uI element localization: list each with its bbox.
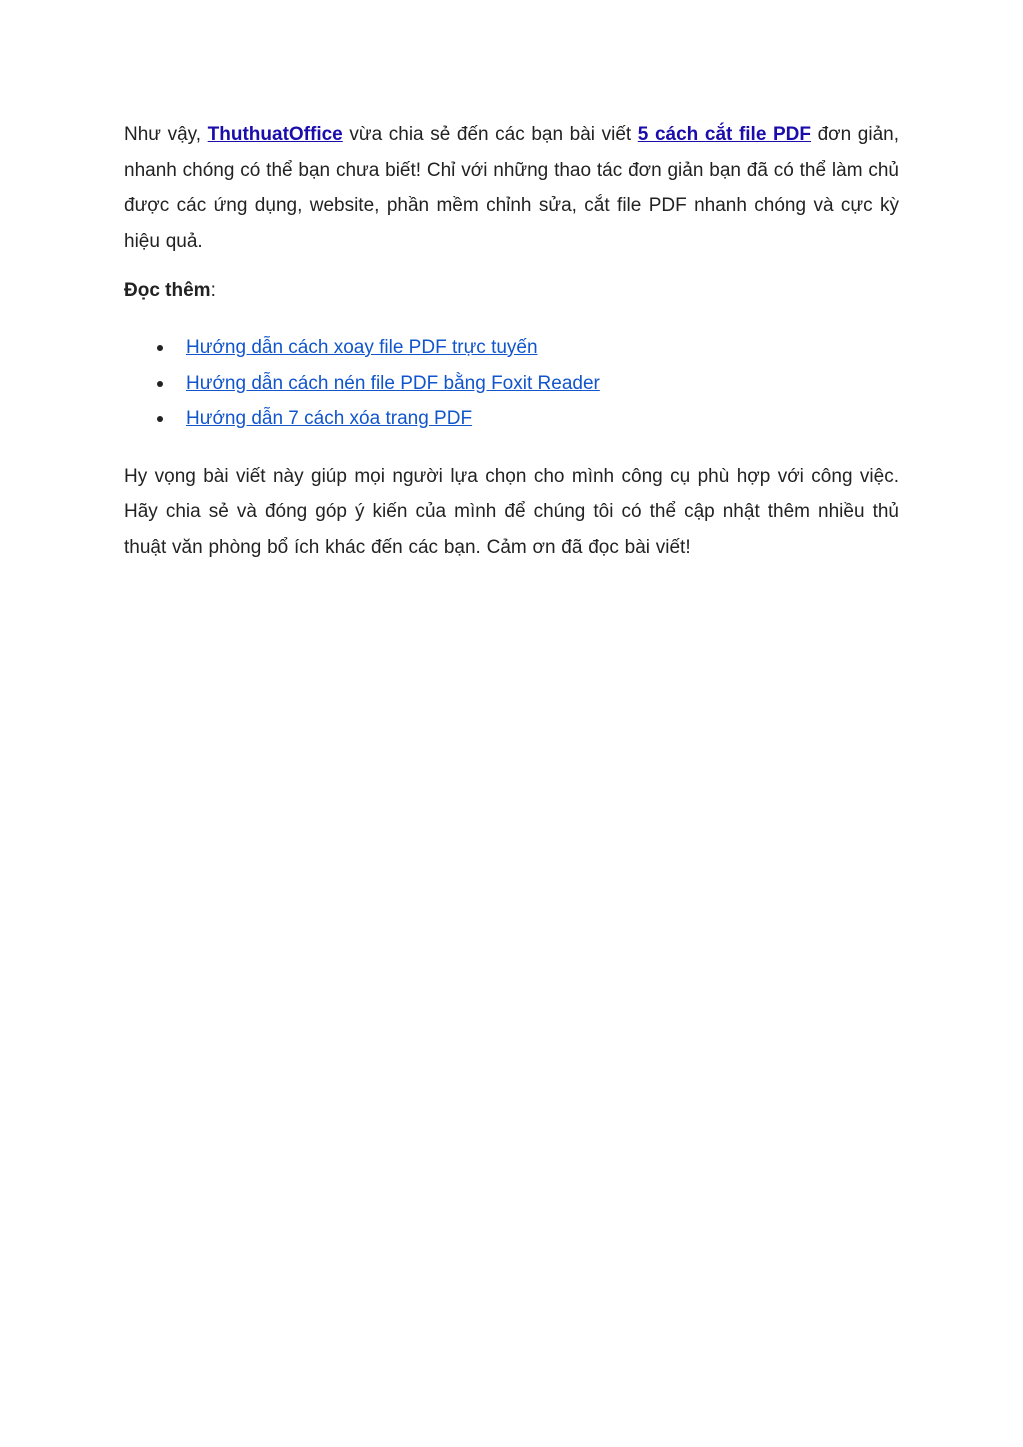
- cut-pdf-article-link[interactable]: 5 cách cắt file PDF: [637, 124, 811, 145]
- document-page: [124, 117, 899, 565]
- read-more-colon: :: [210, 280, 216, 301]
- bullet-icon: [157, 345, 163, 351]
- list-item: [124, 401, 899, 437]
- bullet-icon: [157, 416, 163, 422]
- compress-pdf-foxit-link[interactable]: Hướng dẫn cách nén file PDF bằng Foxit Reader: [186, 372, 600, 394]
- related-links-list: [124, 330, 899, 437]
- intro-paragraph: [124, 117, 899, 259]
- list-item: [124, 366, 899, 402]
- bullet-icon: [157, 381, 163, 387]
- intro-text-end: đơn giản, nhanh chóng có thể bạn chưa biết! Chỉ với những thao tác đơn giản bạn đã có thể làm chủ được các ứng dụng, website, phần mềm chỉnh sửa, cắt file PDF nhanh chóng và cực kỳ hiệu quả.: [124, 124, 899, 252]
- rotate-pdf-link[interactable]: Hướng dẫn cách xoay file PDF trực tuyến: [186, 337, 538, 358]
- closing-paragraph: Hy vọng bài viết này giúp mọi người lựa chọn cho mình công cụ phù hợp với công việc. Hãy chia sẻ và đóng góp ý kiến của mình để chúng tôi có thể cập nhật thêm nhiều thủ thuật văn phòng bổ ích khác đến các bạn. Cảm ơn đã đọc bài viết!: [124, 465, 899, 558]
- thuthuatoffice-link[interactable]: ThuthuatOffice: [207, 124, 343, 145]
- read-more-label: Đọc thêm: [124, 280, 211, 301]
- read-more-heading: [124, 273, 899, 308]
- intro-text-start: Như vậy,: [124, 124, 208, 145]
- intro-text-middle: vừa chia sẻ đến các bạn bài viết: [342, 124, 638, 145]
- list-item: [124, 330, 899, 366]
- delete-pdf-page-link[interactable]: Hướng dẫn 7 cách xóa trang PDF: [186, 408, 473, 429]
